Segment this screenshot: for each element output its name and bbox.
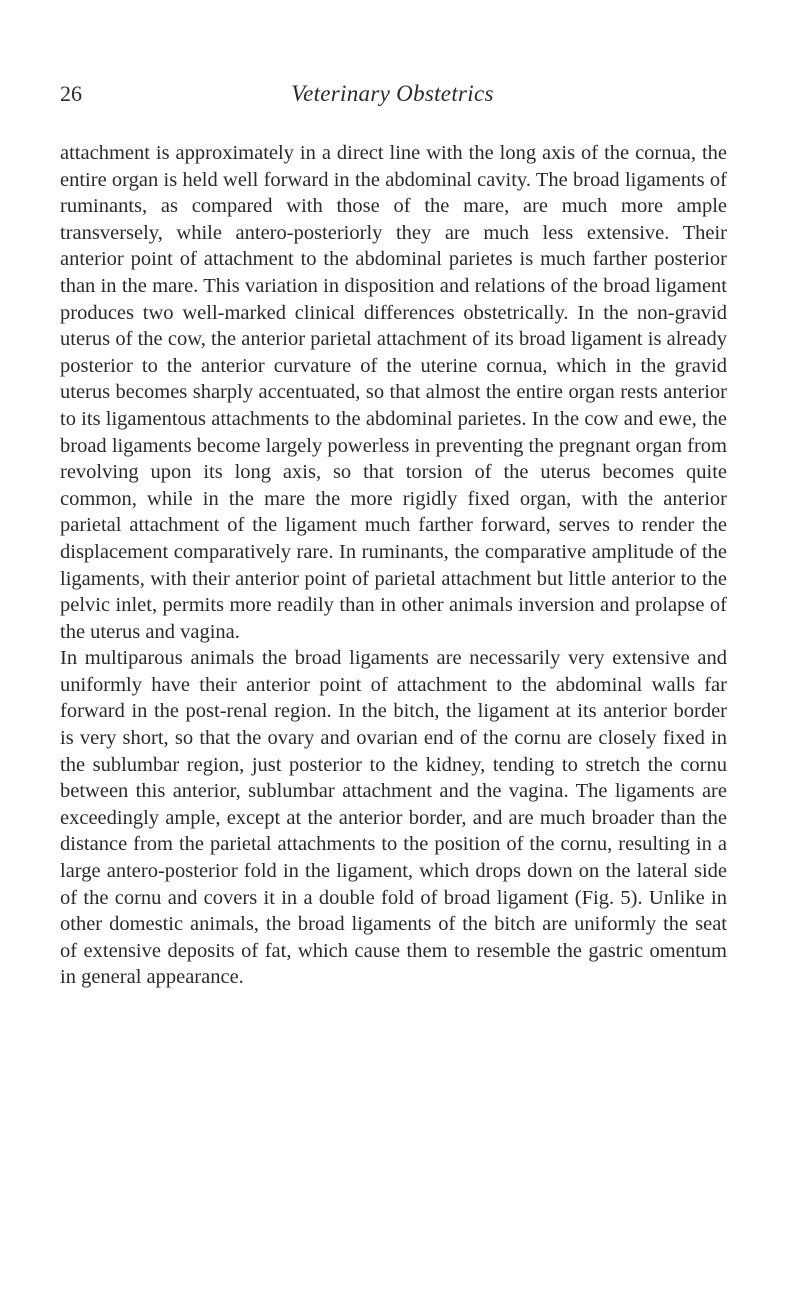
paragraph-1: attachment is approximately in a direct line with the long axis of the cornua, the entire organ is held well forward in the abdominal cavity. The broad ligaments of ruminants, as compared with those of the mare, are much more ample transversely, while antero-posteriorly they are much less extensive. Their anterior point of attachment to the abdominal parietes is much farther posterior than in the mare. This variation in disposition and relations of the broad ligament produces two well-marked clinical differences obstetrically. In the non-gravid uterus of the cow, the anterior parietal attachment of its broad ligament is already posterior to the anterior curvature of the uterine cornua, which in the gravid uterus becomes sharply accentuated, so that almost the entire organ rests anterior to its ligamentous attachments to the abdominal parietes. In the cow and ewe, the broad ligaments become largely powerless in preventing the pregnant organ from revolving upon its long axis, so that torsion of the uterus becomes quite common, while in the mare the more rigidly fixed organ, with the anterior parietal attachment of the ligament much farther forward, serves to render the displacement comparatively rare. In ruminants, the comparative amplitude of the ligaments, with their anterior point of parietal attachment but little anterior to the pelvic inlet, permits more readily than in other animals inversion and prolapse of the uterus and vagina. — [60, 142, 727, 643]
page-number: 26 — [60, 81, 82, 106]
running-title: Veterinary Obstetrics — [291, 81, 494, 106]
body-text — [60, 140, 727, 991]
running-head — [60, 80, 725, 120]
paragraph-2: In multiparous animals the broad ligaments are necessarily very extensive and uniformly have their anterior point of attachment to the abdominal walls far forward in the post-renal region. In the bitch, the ligament at its anterior border is very short, so that the ovary and ovarian end of the cornu are closely fixed in the sublumbar region, just posterior to the kidney, tending to stretch the cornu between this anterior, sublumbar attachment and the vagina. The ligaments are exceedingly ample, except at the anterior border, and are much broader than the distance from the parietal attachments to the position of the cornu, resulting in a large antero-posterior fold in the ligament, which drops down on the lateral side of the cornu and covers it in a double fold of broad ligament (Fig. 5). Unlike in other domestic animals, the broad ligaments of the bitch are uniformly the seat of extensive deposits of fat, which cause them to resemble the gastric omentum in general appearance. — [60, 647, 727, 989]
